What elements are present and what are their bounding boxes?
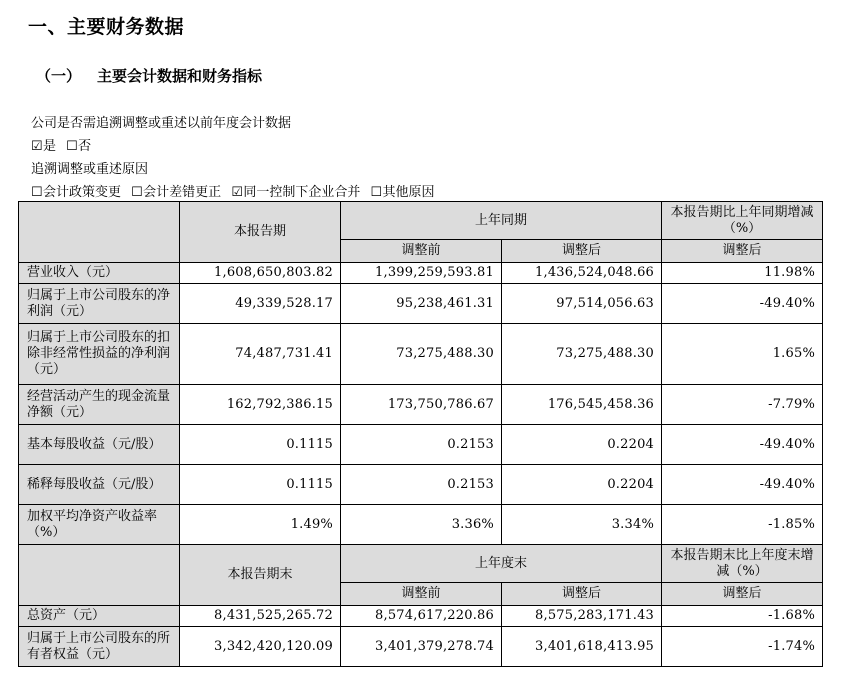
cell-after: 0.2204	[502, 425, 662, 465]
cell-current: 1,608,650,803.82	[180, 263, 341, 284]
option-yes[interactable]	[31, 139, 56, 154]
checkbox-checked-icon: ☑	[31, 139, 43, 154]
row-label: 归属于上市公司股东的净利润（元）	[19, 284, 180, 324]
row-label: 稀释每股收益（元/股）	[19, 465, 180, 505]
header-change: 本报告期比上年同期增减（%）	[662, 202, 823, 240]
cell-change: 11.98%	[662, 263, 823, 284]
cell-after: 8,575,283,171.43	[502, 606, 662, 627]
row-label: 经营活动产生的现金流量净额（元）	[19, 385, 180, 425]
option-yes-label: 是	[43, 139, 57, 154]
header-change-after-adjust: 调整后	[662, 583, 823, 606]
table-header-row	[19, 545, 823, 583]
cell-current: 0.1115	[180, 425, 341, 465]
subsection-heading	[36, 65, 262, 86]
table-row	[19, 465, 823, 505]
cell-before: 95,238,461.31	[341, 284, 502, 324]
cell-change: -1.74%	[662, 627, 823, 667]
row-label: 归属于上市公司股东的所有者权益（元）	[19, 627, 180, 667]
cell-current: 3,342,420,120.09	[180, 627, 341, 667]
cell-change: -7.79%	[662, 385, 823, 425]
cell-change: -1.85%	[662, 505, 823, 545]
cell-after: 3.34%	[502, 505, 662, 545]
option-error-correction[interactable]	[131, 185, 221, 200]
cell-current: 1.49%	[180, 505, 341, 545]
checkbox-empty-icon: ☐	[66, 139, 78, 154]
row-label: 总资产（元）	[19, 606, 180, 627]
restatement-question: 公司是否需追溯调整或重述以前年度会计数据	[31, 116, 292, 131]
option-other[interactable]	[370, 185, 434, 200]
cell-before: 0.2153	[341, 425, 502, 465]
table-row	[19, 425, 823, 465]
table-row	[19, 505, 823, 545]
table-row	[19, 627, 823, 667]
option-label: 其他原因	[382, 185, 435, 200]
cell-after: 3,401,618,413.95	[502, 627, 662, 667]
row-label: 加权平均净资产收益率（%）	[19, 505, 180, 545]
cell-current: 74,487,731.41	[180, 324, 341, 385]
table-row	[19, 324, 823, 385]
cell-current: 49,339,528.17	[180, 284, 341, 324]
cell-change: -49.40%	[662, 465, 823, 505]
table-row	[19, 385, 823, 425]
header-current-period: 本报告期	[180, 202, 341, 263]
option-label: 会计政策变更	[43, 185, 122, 200]
cell-before: 3.36%	[341, 505, 502, 545]
cell-change: 1.65%	[662, 324, 823, 385]
reason-options	[31, 181, 440, 200]
table-header-row	[19, 202, 823, 240]
row-label: 归属于上市公司股东的扣除非经常性损益的净利润（元）	[19, 324, 180, 385]
table-row	[19, 284, 823, 324]
financial-data-table	[18, 201, 823, 667]
header-current-period-end: 本报告期末	[180, 545, 341, 606]
checkbox-empty-icon: ☐	[31, 185, 43, 200]
cell-after: 176,545,458.36	[502, 385, 662, 425]
section-heading: 一、主要财务数据	[28, 16, 185, 38]
header-prior-period: 上年同期	[341, 202, 662, 240]
option-label: 同一控制下企业合并	[243, 185, 361, 200]
reason-label: 追溯调整或重述原因	[31, 162, 149, 177]
cell-before: 1,399,259,593.81	[341, 263, 502, 284]
option-label: 会计差错更正	[143, 185, 222, 200]
cell-after: 0.2204	[502, 465, 662, 505]
cell-before: 3,401,379,278.74	[341, 627, 502, 667]
cell-current: 8,431,525,265.72	[180, 606, 341, 627]
cell-after: 97,514,056.63	[502, 284, 662, 324]
header-after-adjust: 调整后	[502, 583, 662, 606]
table-row	[19, 606, 823, 627]
cell-before: 0.2153	[341, 465, 502, 505]
subsection-number: （一）	[36, 67, 82, 85]
option-common-control-merger[interactable]	[231, 185, 360, 200]
header-change: 本报告期末比上年度末增减（%）	[662, 545, 823, 583]
header-before-adjust: 调整前	[341, 240, 502, 263]
cell-current: 162,792,386.15	[180, 385, 341, 425]
cell-change: -49.40%	[662, 425, 823, 465]
row-label: 基本每股收益（元/股）	[19, 425, 180, 465]
cell-before: 8,574,617,220.86	[341, 606, 502, 627]
option-no[interactable]	[66, 139, 91, 154]
header-blank	[19, 202, 180, 263]
header-blank	[19, 545, 180, 606]
yes-no-options	[31, 135, 97, 154]
cell-change: -1.68%	[662, 606, 823, 627]
header-before-adjust: 调整前	[341, 583, 502, 606]
row-label: 营业收入（元）	[19, 263, 180, 284]
header-change-after-adjust: 调整后	[662, 240, 823, 263]
option-no-label: 否	[78, 139, 92, 154]
checkbox-empty-icon: ☐	[131, 185, 143, 200]
table-row	[19, 263, 823, 284]
cell-after: 1,436,524,048.66	[502, 263, 662, 284]
cell-current: 0.1115	[180, 465, 341, 505]
header-prior-year-end: 上年度末	[341, 545, 662, 583]
checkbox-empty-icon: ☐	[370, 185, 383, 200]
subsection-title: 主要会计数据和财务指标	[97, 67, 263, 85]
header-after-adjust: 调整后	[502, 240, 662, 263]
cell-before: 73,275,488.30	[341, 324, 502, 385]
option-policy-change[interactable]	[31, 185, 121, 200]
cell-before: 173,750,786.67	[341, 385, 502, 425]
cell-after: 73,275,488.30	[502, 324, 662, 385]
checkbox-checked-icon: ☑	[231, 185, 243, 200]
cell-change: -49.40%	[662, 284, 823, 324]
